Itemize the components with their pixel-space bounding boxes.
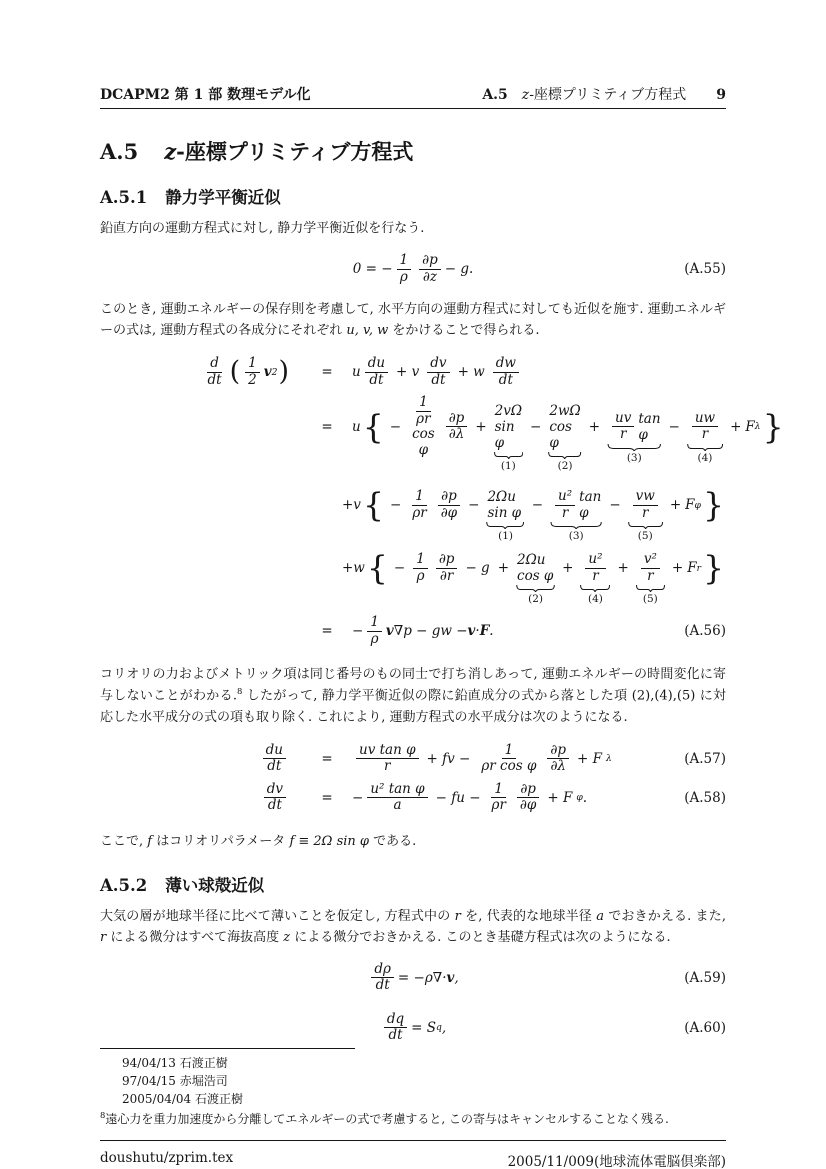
underbrace-content bbox=[628, 489, 663, 521]
fraction bbox=[371, 962, 394, 994]
underbrace-label: (3) bbox=[626, 451, 642, 464]
revision-date: 94/04/13 石渡正樹 bbox=[122, 1055, 228, 1070]
page-footer bbox=[100, 1140, 726, 1169]
denominator: dt bbox=[267, 758, 282, 775]
math-token: − fu − bbox=[435, 789, 481, 806]
coefficient-v: +v bbox=[342, 497, 361, 514]
numerator: 1 bbox=[412, 489, 427, 506]
subsection-title: 薄い球殻近似 bbox=[165, 875, 265, 895]
force-term: + F bbox=[547, 789, 573, 806]
subscript: φ bbox=[576, 792, 583, 804]
exponent: 2 bbox=[271, 366, 278, 378]
numerator: du bbox=[365, 356, 388, 373]
underbrace-term bbox=[687, 409, 723, 464]
numerator: ∂p bbox=[446, 411, 468, 428]
numerator: uw bbox=[692, 411, 718, 428]
fraction bbox=[436, 552, 458, 584]
text: はコリオリパラメータ bbox=[152, 833, 290, 849]
eq56-rhs1 bbox=[352, 356, 523, 388]
fraction bbox=[245, 356, 260, 388]
numerator: 1 bbox=[413, 552, 428, 569]
plus-sign: + bbox=[588, 418, 601, 435]
math-r: r bbox=[100, 929, 107, 945]
denominator: ∂r bbox=[439, 567, 454, 584]
denominator: ρr bbox=[412, 504, 427, 521]
equation-a59 bbox=[100, 962, 726, 994]
minus-sign: − bbox=[668, 418, 680, 435]
fraction bbox=[409, 395, 438, 458]
fraction bbox=[478, 743, 539, 775]
fraction bbox=[367, 615, 382, 647]
footer-filename: doushutu/zprim.tex bbox=[100, 1149, 234, 1166]
math-r: r bbox=[454, 908, 461, 924]
numerator: 1 bbox=[397, 253, 412, 270]
math-coriolis: f ≡ 2Ω sin φ bbox=[289, 833, 370, 849]
equals-sign: = bbox=[321, 750, 333, 767]
denominator: dt bbox=[498, 371, 513, 388]
paragraph-1: 鉛直方向の運動方程式に対し, 静力学平衡近似を行なう. bbox=[100, 220, 425, 236]
left-brace: { bbox=[362, 485, 384, 525]
eq55-lead: 0 = − bbox=[352, 261, 393, 278]
header-left-title: DCAPM2 第 1 部 数理モデル化 bbox=[100, 87, 311, 103]
left-paren: ( bbox=[229, 355, 241, 387]
denominator: dt bbox=[369, 371, 384, 388]
footnote-text: 遠心力を重力加速度から分離してエネルギーの式で考慮すると, この寄与はキャンセルすることなく残る. bbox=[105, 1111, 669, 1126]
numerator: v² bbox=[641, 552, 660, 569]
equals-sign: = bbox=[321, 623, 333, 640]
vector-v: v bbox=[467, 623, 476, 640]
math-token: − g bbox=[465, 560, 490, 577]
fraction bbox=[427, 356, 449, 388]
header-right bbox=[482, 84, 726, 104]
fraction bbox=[493, 356, 519, 388]
period: . bbox=[582, 789, 588, 806]
vector-F: F bbox=[479, 623, 490, 640]
left-brace: { bbox=[362, 406, 384, 446]
numerator: ∂p bbox=[419, 253, 441, 270]
denominator: ∂φ bbox=[519, 797, 537, 814]
header-section-title-rest: -座標プリミティブ方程式 bbox=[529, 87, 687, 103]
force-term: F bbox=[745, 418, 755, 435]
fraction bbox=[413, 552, 428, 584]
revision-date: 97/04/15 赤堀浩司 bbox=[122, 1073, 228, 1088]
text: ここで, bbox=[100, 833, 148, 849]
text: でおきかえる. また, bbox=[603, 908, 726, 924]
underbrace-term bbox=[516, 552, 555, 606]
numerator: uv bbox=[612, 411, 634, 428]
minus-sign: − bbox=[352, 623, 364, 640]
math-token: ∇p − gw − bbox=[393, 623, 468, 640]
fraction bbox=[585, 552, 605, 584]
eq56-line5 bbox=[100, 615, 726, 647]
underbrace-content: 2wΩ cos φ bbox=[549, 402, 581, 451]
equals-sign: = bbox=[321, 418, 333, 435]
numerator: 1 bbox=[502, 743, 517, 760]
equation-a58 bbox=[100, 782, 726, 814]
eq55-tail: − g. bbox=[444, 261, 474, 278]
section-title-z: z bbox=[164, 139, 177, 164]
plus-sign: + bbox=[671, 560, 684, 577]
minus-sign: − bbox=[389, 418, 402, 435]
underbrace-label: (4) bbox=[697, 451, 713, 464]
fraction bbox=[397, 253, 412, 285]
numerator: ∂p bbox=[436, 552, 458, 569]
revision-dates bbox=[122, 1054, 726, 1108]
underbrace-content bbox=[550, 489, 602, 521]
denominator: r bbox=[561, 504, 569, 521]
subsection-number: A.5.2 bbox=[100, 875, 148, 895]
underbrace-term bbox=[550, 488, 602, 543]
underbrace-term bbox=[636, 551, 665, 606]
denominator: ρ bbox=[370, 630, 379, 647]
numerator: d bbox=[207, 356, 222, 373]
math-token: tan φ bbox=[579, 489, 602, 522]
underbrace-icon bbox=[636, 585, 665, 592]
subscript: λ bbox=[606, 753, 612, 765]
period: . bbox=[489, 623, 494, 640]
math-z: z bbox=[283, 929, 291, 945]
right-brace: } bbox=[702, 548, 724, 588]
footer-publisher: 2005/11/009(地球流体電脳倶楽部) bbox=[507, 1153, 726, 1169]
numerator: 1 bbox=[491, 782, 506, 799]
subscript: φ bbox=[694, 499, 701, 511]
subscript: q bbox=[435, 1022, 442, 1034]
underbrace-content bbox=[687, 411, 723, 443]
text: コリオリの力およびメトリック項は同じ番号のもの同士で打ち消しあって, 運動エネルギーの時間変化に寄与しないことがわかる. bbox=[100, 667, 726, 704]
text: による微分でおきかえる. このとき基礎方程式は次のようになる. bbox=[290, 929, 671, 945]
math-token: + v bbox=[396, 364, 420, 381]
math-uvw: u, v, w bbox=[346, 323, 389, 339]
denominator: ρ bbox=[399, 268, 408, 285]
minus-sign: − bbox=[531, 497, 544, 514]
vector-v: v bbox=[446, 969, 455, 986]
text: を, 代表的な地球半径 bbox=[460, 908, 597, 924]
underbrace-icon bbox=[628, 522, 663, 529]
section-heading bbox=[100, 139, 726, 164]
left-brace: { bbox=[366, 548, 388, 588]
footnote-rule bbox=[100, 1048, 355, 1049]
math-token: = S bbox=[411, 1019, 436, 1036]
eq56-rhs4 bbox=[342, 548, 726, 606]
header-section-number: A.5 bbox=[482, 87, 508, 103]
paragraph-4 bbox=[100, 831, 726, 852]
plus-sign: + bbox=[617, 560, 629, 577]
underbrace-content: 2Ωu cos φ bbox=[517, 552, 554, 585]
numerator: u² bbox=[585, 552, 605, 569]
plus-sign: + bbox=[562, 560, 574, 577]
equation-tag-a57: (A.57) bbox=[684, 750, 726, 767]
fraction bbox=[263, 743, 286, 775]
page-number: 9 bbox=[716, 87, 726, 103]
section-title-text: -座標プリミティブ方程式 bbox=[176, 139, 414, 164]
page-header bbox=[100, 84, 726, 109]
underbrace-label: (2) bbox=[528, 593, 543, 606]
eq58-rhs bbox=[352, 782, 587, 814]
subsection-number: A.5.1 bbox=[100, 188, 148, 208]
eq58-lhs bbox=[100, 782, 302, 814]
minus-sign: − bbox=[468, 497, 480, 514]
force-term: + F bbox=[577, 750, 603, 767]
denominator: ∂φ bbox=[440, 504, 458, 521]
right-brace: } bbox=[702, 485, 724, 525]
text: による微分はすべて海抜高度 bbox=[106, 929, 284, 945]
underbrace-icon bbox=[486, 522, 524, 529]
underbrace-icon bbox=[607, 444, 662, 451]
denominator: r bbox=[592, 567, 599, 584]
denominator: ∂z bbox=[422, 268, 437, 285]
coefficient-w: +w bbox=[342, 560, 365, 577]
underbrace-label: (5) bbox=[642, 593, 658, 606]
underbrace-content: 2Ωu sin φ bbox=[487, 489, 522, 522]
underbrace-icon bbox=[494, 452, 523, 459]
underbrace-term bbox=[580, 551, 610, 606]
eq57-rhs bbox=[352, 743, 612, 775]
minus-sign: − bbox=[393, 560, 406, 577]
eq56-rhs2 bbox=[352, 394, 786, 472]
vector-v: v bbox=[385, 623, 394, 640]
denominator: ρ bbox=[416, 567, 425, 584]
numerator: 1 bbox=[245, 356, 260, 373]
underbrace-icon bbox=[687, 444, 723, 451]
fraction bbox=[641, 552, 660, 584]
math-token: + fv − bbox=[426, 750, 471, 767]
equation-a57 bbox=[100, 743, 726, 775]
eq56-line2 bbox=[100, 394, 784, 482]
footnote-block bbox=[100, 1048, 726, 1128]
comma: , bbox=[454, 969, 459, 986]
denominator: ∂λ bbox=[448, 426, 465, 443]
force-term: F bbox=[687, 560, 697, 577]
comma: , bbox=[441, 1019, 447, 1036]
fraction bbox=[517, 782, 539, 814]
denominator: 2 bbox=[248, 371, 257, 388]
numerator: dv bbox=[427, 356, 449, 373]
underbrace-label: (1) bbox=[500, 459, 516, 472]
plus-sign: + bbox=[475, 418, 487, 435]
underbrace-label: (5) bbox=[637, 530, 653, 543]
fraction bbox=[692, 411, 718, 443]
text: である. bbox=[369, 833, 417, 849]
minus-sign: − bbox=[609, 497, 621, 514]
subsection-heading-a52 bbox=[100, 876, 726, 896]
numerator: dq bbox=[384, 1012, 407, 1029]
fraction bbox=[419, 253, 441, 285]
eq56-line1 bbox=[100, 356, 726, 388]
fraction bbox=[489, 782, 509, 814]
numerator: vw bbox=[633, 489, 658, 506]
underbrace-content bbox=[580, 552, 610, 584]
eq56-rhs3 bbox=[342, 485, 726, 543]
fraction bbox=[547, 743, 569, 775]
numerator: u² tan φ bbox=[367, 782, 427, 799]
equation-tag-a56: (A.56) bbox=[684, 623, 726, 640]
underbrace-icon bbox=[548, 452, 581, 459]
numerator: du bbox=[263, 743, 286, 760]
plus-sign: + bbox=[669, 497, 682, 514]
footnote-8 bbox=[100, 1109, 726, 1128]
eq56-lhs bbox=[100, 356, 302, 388]
plus-sign: + bbox=[497, 560, 510, 577]
eq57-lhs bbox=[100, 743, 302, 775]
numerator: 1 bbox=[416, 395, 431, 412]
underbrace-term bbox=[628, 488, 663, 543]
underbrace-term bbox=[486, 489, 524, 543]
text: をかけることで得られる. bbox=[388, 323, 540, 339]
underbrace-term bbox=[494, 402, 523, 472]
force-term: F bbox=[685, 497, 695, 514]
equals-sign: = bbox=[321, 789, 333, 806]
fraction bbox=[555, 489, 575, 521]
header-section-title bbox=[522, 84, 686, 104]
equals-sign: = bbox=[321, 364, 333, 381]
paragraph-5 bbox=[100, 906, 726, 948]
denominator: a bbox=[393, 797, 402, 814]
math-f: f bbox=[147, 833, 153, 849]
vector-v: v bbox=[263, 364, 272, 381]
denominator: r bbox=[647, 567, 654, 584]
equation-tag-a59: (A.59) bbox=[684, 969, 726, 986]
denominator: ρr cos φ bbox=[481, 758, 537, 775]
math-token: + w bbox=[457, 364, 485, 381]
minus-sign: − bbox=[390, 497, 402, 514]
denominator: dt bbox=[388, 1027, 403, 1044]
math-a: a bbox=[596, 908, 604, 924]
denominator: r bbox=[701, 426, 709, 443]
coefficient-u: u bbox=[352, 418, 361, 435]
denominator: ρr bbox=[491, 797, 506, 814]
math-token: = −ρ∇· bbox=[397, 969, 447, 986]
fraction bbox=[356, 743, 419, 775]
text: したがって, 静力学平衡近似の際に鉛直成分の式から落とした項 (2),(4),(5) に対応した水平成分の式の項も取り除く. これにより, 運動方程式の水平成分は次のようになる. bbox=[100, 688, 726, 725]
underbrace-label: (2) bbox=[557, 459, 573, 472]
underbrace-label: (1) bbox=[498, 530, 514, 543]
minus-sign: − bbox=[352, 789, 364, 806]
numerator: dw bbox=[493, 356, 519, 373]
denominator: dt bbox=[267, 797, 282, 814]
fraction bbox=[367, 782, 427, 814]
denominator: r bbox=[619, 426, 627, 443]
fraction bbox=[365, 356, 388, 388]
subscript: λ bbox=[754, 421, 761, 433]
numerator: 1 bbox=[367, 615, 382, 632]
underbrace-icon bbox=[550, 522, 602, 529]
numerator: dv bbox=[264, 782, 286, 799]
numerator: u² bbox=[555, 489, 575, 506]
equation-tag-a60: (A.60) bbox=[684, 1019, 726, 1036]
subsection-heading-a51 bbox=[100, 188, 726, 208]
minus-sign: − bbox=[530, 418, 542, 435]
numerator: dρ bbox=[371, 962, 394, 979]
numerator: ∂p bbox=[517, 782, 539, 799]
section-number: A.5 bbox=[100, 139, 139, 164]
dot-operator: · bbox=[475, 623, 480, 640]
paragraph-2 bbox=[100, 299, 726, 341]
subsection-title: 静力学平衡近似 bbox=[165, 188, 281, 208]
underbrace-icon bbox=[516, 585, 555, 592]
underbrace-term bbox=[607, 409, 662, 464]
math-z: z bbox=[521, 87, 530, 103]
numerator: uv tan φ bbox=[356, 743, 419, 760]
equations-a57-a58 bbox=[100, 736, 726, 821]
fraction bbox=[384, 1012, 407, 1044]
right-brace: } bbox=[762, 406, 784, 446]
math-token: u bbox=[352, 364, 361, 381]
equation-a55 bbox=[100, 253, 726, 285]
equation-tag-a55: (A.55) bbox=[684, 261, 726, 278]
math-token: tan φ bbox=[638, 410, 661, 443]
fraction bbox=[438, 489, 460, 521]
denominator: dt bbox=[375, 977, 390, 994]
footnote-marker-8: 8 bbox=[237, 686, 243, 697]
plus-sign: + bbox=[730, 418, 742, 435]
fraction bbox=[446, 411, 468, 443]
underbrace-label: (4) bbox=[588, 593, 603, 606]
denominator: r bbox=[384, 758, 391, 775]
footnote-marker: 8 bbox=[100, 1109, 106, 1120]
underbrace-icon bbox=[580, 585, 610, 592]
denominator: r bbox=[642, 504, 649, 521]
equation-tag-a58: (A.58) bbox=[684, 789, 726, 806]
numerator: ∂p bbox=[438, 489, 460, 506]
underbrace-term bbox=[548, 402, 581, 472]
text: このとき, 運動エネルギーの保存則を考慮して, 水平方向の運動方程式に対しても近似を施す. 運動エネルギーの式は, 運動方程式の各成分にそれぞれ bbox=[100, 302, 726, 339]
eq56-line3 bbox=[100, 485, 726, 545]
equation-a56 bbox=[100, 349, 784, 654]
denominator: dt bbox=[431, 371, 446, 388]
fraction bbox=[409, 489, 429, 521]
underbrace-label: (3) bbox=[568, 530, 584, 543]
underbrace-content: 2vΩ sin φ bbox=[494, 402, 523, 451]
equation-a60 bbox=[100, 1012, 726, 1044]
denominator: ∂λ bbox=[550, 758, 566, 775]
fraction bbox=[264, 782, 286, 814]
right-paren: ) bbox=[278, 355, 289, 387]
fraction bbox=[612, 411, 634, 443]
subscript: r bbox=[696, 562, 701, 574]
eq56-line4 bbox=[100, 548, 726, 608]
fraction bbox=[205, 356, 225, 388]
numerator: ∂p bbox=[547, 743, 569, 760]
paragraph-3 bbox=[100, 664, 726, 727]
fraction bbox=[633, 489, 658, 521]
underbrace-content bbox=[636, 552, 665, 584]
text: 大気の層が地球半径に比べて薄いことを仮定し, 方程式中の bbox=[100, 908, 455, 924]
eq56-rhs5 bbox=[352, 615, 494, 647]
revision-date: 2005/04/04 石渡正樹 bbox=[122, 1091, 243, 1106]
denominator: dt bbox=[207, 371, 222, 388]
denominator: ρr cos φ bbox=[412, 410, 435, 458]
underbrace-content bbox=[607, 411, 662, 443]
